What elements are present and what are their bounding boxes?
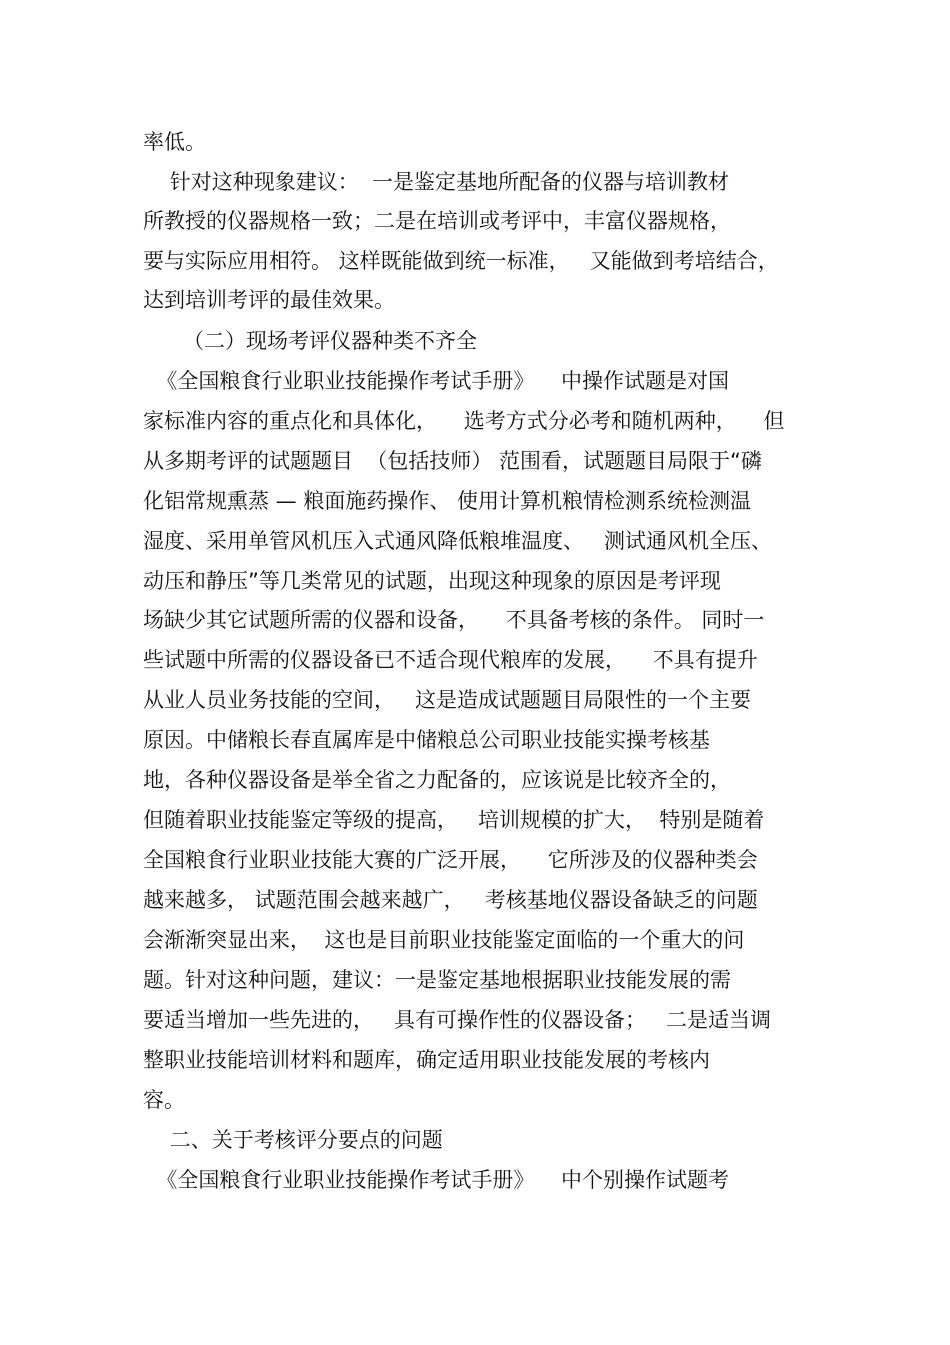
text-line: 题。针对这种问题，建议：一是鉴定基地根据职业技能发展的需 <box>143 968 731 992</box>
text-line: 动压和静压”等几类常见的试题，出现这种现象的原因是考评现 <box>143 569 721 593</box>
text-line: 越来越多， 试题范围会越来越广， 考核基地仪器设备缺乏的问题 <box>143 888 758 912</box>
text-line: 会渐渐突显出来， 这也是目前职业技能鉴定面临的一个重大的问 <box>143 928 745 952</box>
text-line: 原因。中储粮长春直属库是中储粮总公司职业技能实操考核基 <box>143 728 710 752</box>
text-line: 些试题中所需的仪器设备已不适合现代粮库的发展， 不具有提升 <box>143 648 758 672</box>
text-line: 要适当增加一些先进的， 具有可操作性的仪器设备； 二是适当调 <box>143 1008 772 1032</box>
text-line: 化铝常规熏蒸 — 粮面施药操作、 使用计算机粮情检测系统检测温 <box>143 489 752 513</box>
text-line: 从多期考评的试题题目 （包括技师） 范围看，试题题目局限于“磷 <box>143 449 762 473</box>
text-line: 容。 <box>143 1088 185 1112</box>
text-line: 达到培训考评的最佳效果。 <box>143 288 395 312</box>
text-line: 从业人员业务技能的空间， 这是造成试题题目局限性的一个主要 <box>143 688 752 712</box>
text-line: 要与实际应用相符。 这样既能做到统一标准， 又能做到考培结合， <box>143 249 779 273</box>
text-line: 地，各种仪器设备是举全省之力配备的，应该说是比较齐全的， <box>143 768 731 792</box>
text-line: 《全国粮食行业职业技能操作考试手册》 中个别操作试题考 <box>143 1168 730 1192</box>
text-line: 场缺少其它试题所需的仪器和设备， 不具备考核的条件。 同时一 <box>143 608 765 632</box>
text-line: 但随着职业技能鉴定等级的提高， 培训规模的扩大， 特别是随着 <box>143 808 765 832</box>
section-heading: （二）现场考评仪器种类不齐全 <box>143 329 478 353</box>
text-line: 率低。 <box>143 130 206 154</box>
section-heading: 二、关于考核评分要点的问题 <box>143 1128 443 1152</box>
text-line: 《全国粮食行业职业技能操作考试手册》 中操作试题是对国 <box>143 369 730 393</box>
text-line: 家标准内容的重点化和具体化， 选考方式分必考和随机两种， 但 <box>143 409 785 433</box>
text-line: 湿度、采用单管风机压入式通风降低粮堆温度、 测试通风机全压、 <box>143 529 773 553</box>
text-line: 全国粮食行业职业技能大赛的广泛开展， 它所涉及的仪器种类会 <box>143 848 758 872</box>
text-line: 整职业技能培训材料和题库，确定适用职业技能发展的考核内 <box>143 1048 710 1072</box>
text-line: 针对这种现象建议： 一是鉴定基地所配备的仪器与培训教材 <box>143 170 730 194</box>
text-line: 所教授的仪器规格一致；二是在培训或考评中，丰富仪器规格， <box>143 209 731 233</box>
